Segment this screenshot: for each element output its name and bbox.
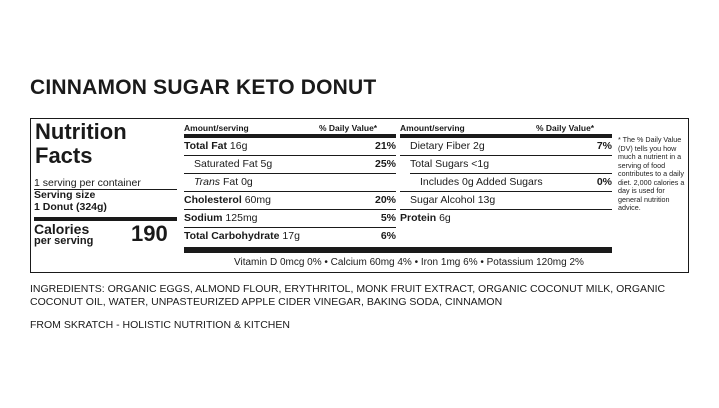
nutrient-row-cholesterol [184, 192, 396, 207]
nutrient-dv: 7% [596, 140, 612, 152]
nutrient-dv: 6% [380, 230, 396, 242]
header-dv-right: % Daily Value* [536, 123, 595, 133]
nutrient-dv: 5% [380, 212, 396, 224]
nutrient-dv: 20% [374, 194, 396, 206]
nutrition-facts-heading [35, 120, 127, 168]
nutrient-row-total-sugars [410, 156, 612, 171]
calories-label: Calories [34, 221, 90, 237]
nutrient-amount: 17g [282, 230, 300, 242]
nutrient-row-total-fat [184, 138, 396, 153]
nutrient-row-saturated-fat [194, 156, 396, 171]
nutrient-row-sodium [184, 210, 396, 225]
nutrient-name: Total Carbohydrate [184, 230, 280, 242]
nutrient-name: Dietary Fiber [410, 140, 471, 152]
nutrient-dv: 0% [596, 176, 612, 188]
vitamins-line: Vitamin D 0mcg 0% • Calcium 60mg 4% • Iron 1mg 6% • Potassium 120mg 2% [234, 257, 584, 268]
nutrient-row-trans-fat [194, 174, 396, 189]
nutrition-facts-title-line1: Nutrition [35, 119, 127, 144]
nutrient-name: Saturated Fat [194, 158, 258, 170]
servings-per-container: 1 serving per container [34, 177, 141, 189]
nutrient-amount: 60mg [244, 194, 271, 206]
nutrient-amount: 5g [260, 158, 273, 170]
nutrient-name: Includes 0g Added Sugars [420, 176, 543, 188]
nutrient-dv: 21% [374, 140, 396, 152]
header-amount-left: Amount/serving [184, 123, 249, 133]
nutrient-amount: 125mg [225, 212, 258, 224]
nutrient-amount: Fat 0g [222, 176, 253, 188]
nutrient-name: Total Sugars [410, 158, 469, 170]
nutrient-name: Total Fat [184, 140, 227, 152]
nutrition-facts-panel [30, 118, 689, 273]
nutrient-row-dietary-fiber [410, 138, 612, 153]
header-amount-right: Amount/serving [400, 123, 465, 133]
serving-size-label: Serving size [34, 189, 96, 201]
header-dv-left: % Daily Value* [319, 123, 378, 133]
footer-text: FROM SKRATCH - HOLISTIC NUTRITION & KITCHEN [30, 319, 290, 331]
nutrient-amount: 2g [473, 140, 485, 152]
ingredients-text: INGREDIENTS: ORGANIC EGGS, ALMOND FLOUR, ERYTHRITOL, MONK FRUIT EXTRACT, ORGANIC COCONUT MILK, ORGANIC COCONUT OIL, WATER, UNPASTEURIZED APPLE CIDER VINEGAR, BAKING SODA, CINNAMON [30, 283, 666, 308]
nutrient-row-protein [400, 210, 612, 225]
nutrient-amount: 6g [439, 212, 451, 224]
nutrient-name: Protein [400, 212, 437, 224]
serving-size-value: 1 Donut (324g) [34, 201, 107, 213]
nutrient-name: Cholesterol [184, 194, 242, 206]
nutrient-name: Sugar Alcohol [410, 194, 475, 206]
nutrient-name: Trans [194, 176, 221, 188]
nutrient-amount: <1g [471, 158, 490, 170]
nutrient-amount: 16g [229, 140, 248, 152]
nutrient-row-total-carbohydrate [184, 228, 396, 243]
product-title: CINNAMON SUGAR KETO DONUT [30, 76, 377, 99]
nutrient-dv: 25% [374, 158, 396, 170]
calories-value: 190 [131, 221, 168, 246]
nutrient-name: Sodium [184, 212, 223, 224]
daily-value-footnote: * The % Daily Value (DV) tells you how much a nutrient in a serving of food contributes to a daily diet. 2,000 calories a day is used for general nutrition advice. [618, 135, 685, 212]
nutrient-amount: 13g [477, 194, 496, 206]
calories-sublabel: per serving [34, 235, 94, 247]
rule-bottom-thick [184, 247, 612, 253]
nutrient-row-added-sugars [420, 174, 612, 189]
nutrition-facts-title-line2: Facts [35, 143, 93, 168]
nutrient-row-sugar-alcohol [410, 192, 612, 207]
